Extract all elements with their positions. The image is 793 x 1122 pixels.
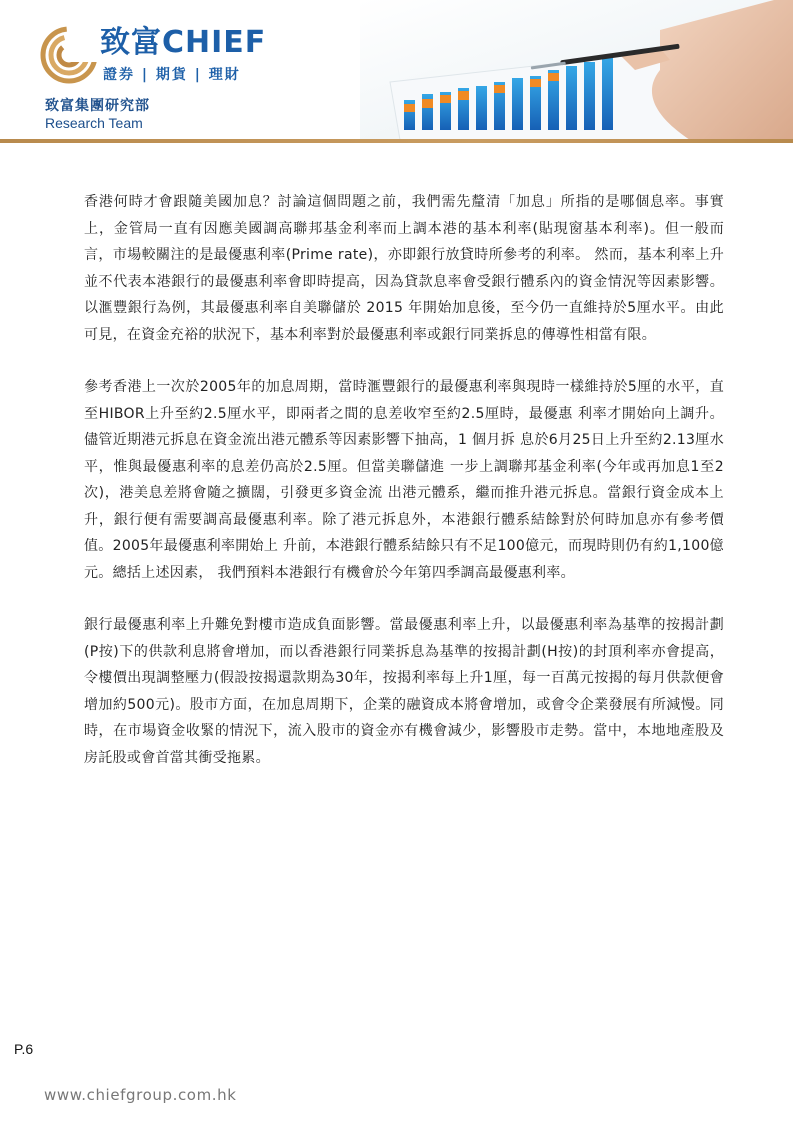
header-divider [0,139,793,143]
page-number: P.6 [14,1041,34,1057]
department-english: Research Team [45,115,143,131]
paragraph-1: 香港何時才會跟隨美國加息？討論這個問題之前，我們需先釐清「加息」所指的是哪個息率。事實上，金管局一直有因應美國調高聯邦基金利率而上調本港的基本利率(貼現窗基本利率)。但一般而言，市場較關注的是最優惠利率(Prime rate)，亦即銀行放貸時所參考的利率。 然而，基本利率上升並不代表本港銀行的最優惠利率會即時提高，因為貸款息率會受銀行體系內的資金情況等因素影響。以滙豐銀行為例，其最優惠利率自美聯儲於 2015 年開始加息後，至今仍一直維持於5厘水平。由此可見，在資金充裕的狀況下，基本利率對於最優惠利率或銀行同業拆息的傳導性相當有限。 [84,194,724,343]
website-link[interactable]: www.chiefgroup.com.hk [44,1086,237,1104]
paragraph-2: 參考香港上一次於2005年的加息周期，當時滙豐銀行的最優惠利率與現時一樣維持於5厘的水平，直至HIBOR上升至約2.5厘水平，即兩者之間的息差收窄至約2.5厘時，最優惠 利率才開始向上調升。儘管近期港元拆息在資金流出港元體系等因素影響下抽高，1 個月拆 息於6月25日上升至約2.13厘水平，惟與最優惠利率的息差仍高於2.5厘。但當美聯儲進 一步上調聯邦基金利率(今年或再加息1至2次)，港美息差將會隨之擴闊，引發更多資金流 出港元體系，繼而推升港元拆息。當銀行資金成本上升，銀行便有需要調高最優惠利率。除了港元拆息外，本港銀行體系結餘對於何時加息亦有參考價值。2005年最優惠利率開始上 升前，本港銀行體系結餘只有不足100億元，而現時則仍有約1,100億元。總括上述因素， 我們預料本港銀行有機會於今年第四季調高最優惠利率。 [84,379,724,581]
paragraph-3: 銀行最優惠利率上升難免對樓市造成負面影響。當最優惠利率上升，以最優惠利率為基準的按揭計劃(P按)下的供款利息將會增加，而以香港銀行同業拆息為基準的按揭計劃(H按)的封頂利率亦會提高，令樓價出現調整壓力(假設按揭還款期為30年，按揭利率每上升1厘，每一百萬元按揭的每月供款便會增加約500元)。股市方面，在加息周期下，企業的融資成本將會增加，或會令企業發展有所減慢。同時，在市場資金收緊的情況下，流入股市的資金亦有機會減少，影響股市走勢。當中，本地地產股及房託股或會首當其衝受拖累。 [84,617,724,766]
brand-tagline: 證券 | 期貨 | 理財 [103,67,241,83]
header-chart-photo [360,0,793,140]
brand-name: 致富CHIEF [100,25,267,60]
article-body [84,189,724,797]
department-chinese: 致富集團研究部 [45,98,150,114]
page-header [0,0,793,145]
chief-logo-icon [40,26,98,84]
